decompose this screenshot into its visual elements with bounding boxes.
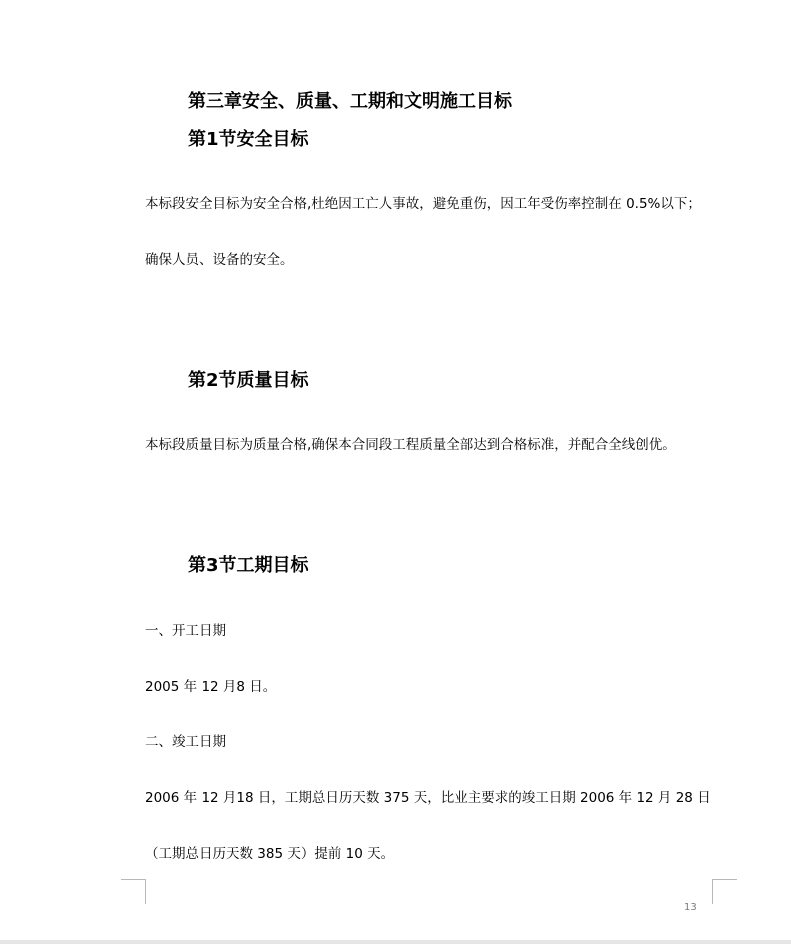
section-3-heading: 第3节工期目标 <box>188 555 309 576</box>
margin-corner-right <box>712 879 737 904</box>
section-3-paragraph-5: （工期总日历天数 385 天）提前 10 天。 <box>145 846 395 862</box>
section-2-paragraph-1: 本标段质量目标为质量合格,确保本合同段工程质量全部达到合格标准，并配合全线创优。 <box>145 437 676 453</box>
section-3-paragraph-1: 一、开工日期 <box>145 623 226 639</box>
section-3-paragraph-2: 2005 年 12 月8 日。 <box>145 679 277 695</box>
page-number: 13 <box>684 902 697 913</box>
page-bottom-edge <box>0 940 791 944</box>
section-1-paragraph-1: 本标段安全目标为安全合格,杜绝因工亡人事故，避免重伤，因工年受伤率控制在 0.5%以下； <box>145 196 701 212</box>
margin-corner-left <box>121 879 146 904</box>
section-1-heading: 第1节安全目标 <box>188 129 309 150</box>
section-1-paragraph-2: 确保人员、设备的安全。 <box>145 252 294 268</box>
chapter-title: 第三章安全、质量、工期和文明施工目标 <box>188 91 512 112</box>
section-3-paragraph-3: 二、竣工日期 <box>145 734 226 750</box>
section-2-heading: 第2节质量目标 <box>188 370 309 391</box>
section-3-paragraph-4: 2006 年 12 月18 日，工期总日历天数 375 天，比业主要求的竣工日期 2006 年 12 月 28 日 <box>145 790 711 806</box>
